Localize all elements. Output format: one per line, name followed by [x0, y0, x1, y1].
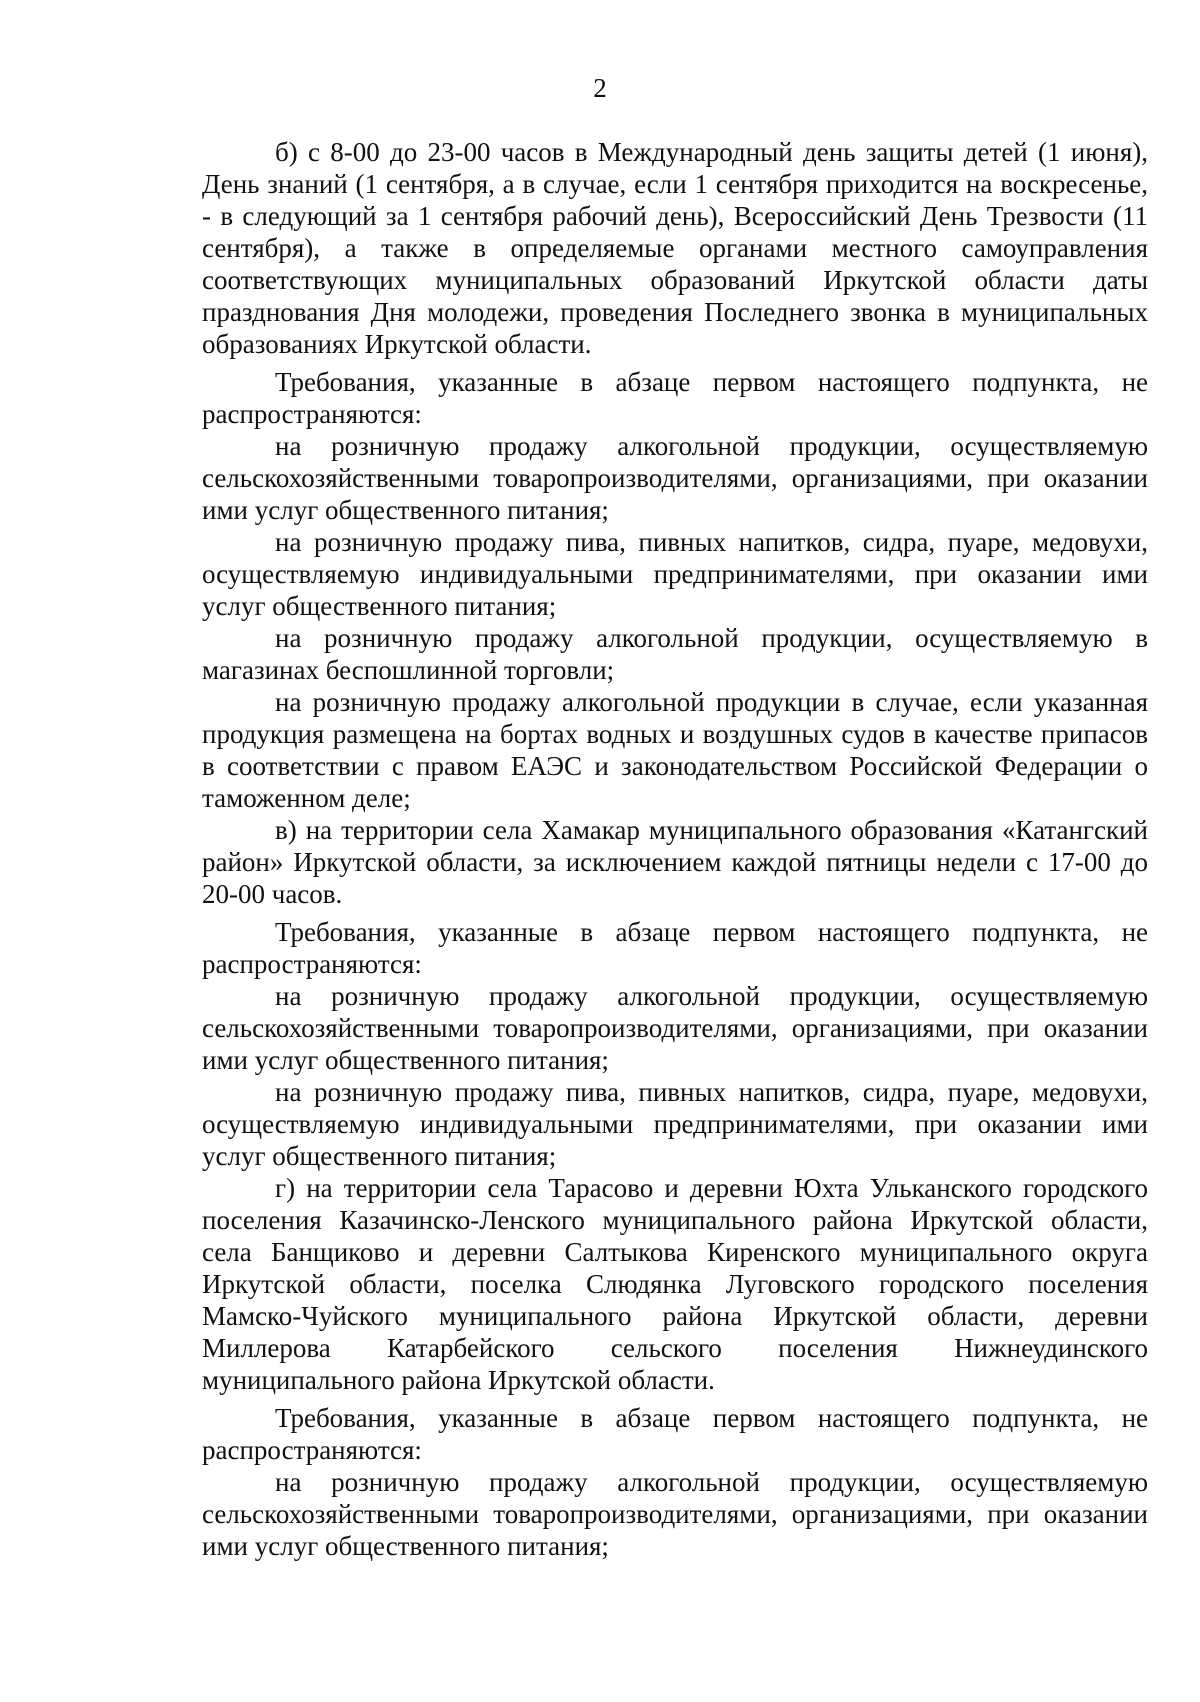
paragraph-exception-vessels: на розничную продажу алкогольной продукции в случае, если указанная продукция размещена на бортах водных и воздушных судов в качестве припасов в соответствии с правом ЕАЭС и законодательством Российской Федерации о таможенном деле;	[202, 687, 1148, 813]
document-body	[202, 136, 1148, 1562]
paragraph-exception-duty-free: на розничную продажу алкогольной продукции, осуществляемую в магазинах беспошлинной торговли;	[202, 623, 1148, 685]
paragraph-exception-beer: на розничную продажу пива, пивных напитков, сидра, пуаре, медовухи, осуществляемую индивидуальными предпринимателями, при оказании ими услуг общественного питания;	[202, 1077, 1148, 1171]
paragraph-item-b: б) с 8-00 до 23-00 часов в Международный день защиты детей (1 июня), День знаний (1 сентября, а в случае, если 1 сентября приходится на воскресенье, - в следующий за 1 сентября рабочий день), Всероссийский День Трезвости (11 сентября), а также в определяемые органами местного самоуправления соответствующих муниципальных образований Иркутской области даты празднования Дня молодежи, проведения Последнего звонка в муниципальных образованиях Иркутской области.	[202, 137, 1148, 359]
paragraph-item-v: в) на территории села Хамакар муниципального образования «Катангский район» Иркутской области, за исключением каждой пятницы недели с 17-00 до 20-00 часов.	[202, 815, 1148, 909]
paragraph-requirements-exception: Требования, указанные в абзаце первом настоящего подпункта, не распространяются:	[202, 917, 1148, 979]
page-number: 2	[593, 73, 607, 103]
paragraph-exception-agricultural: на розничную продажу алкогольной продукции, осуществляемую сельскохозяйственными товаропроизводителями, организациями, при оказании ими услуг общественного питания;	[202, 981, 1148, 1075]
paragraph-requirements-exception: Требования, указанные в абзаце первом настоящего подпункта, не распространяются:	[202, 367, 1148, 429]
paragraph-requirements-exception: Требования, указанные в абзаце первом настоящего подпункта, не распространяются:	[202, 1403, 1148, 1465]
paragraph-exception-beer: на розничную продажу пива, пивных напитков, сидра, пуаре, медовухи, осуществляемую индивидуальными предпринимателями, при оказании ими услуг общественного питания;	[202, 527, 1148, 621]
paragraph-exception-agricultural: на розничную продажу алкогольной продукции, осуществляемую сельскохозяйственными товаропроизводителями, организациями, при оказании ими услуг общественного питания;	[202, 431, 1148, 525]
paragraph-exception-agricultural: на розничную продажу алкогольной продукции, осуществляемую сельскохозяйственными товаропроизводителями, организациями, при оказании ими услуг общественного питания;	[202, 1467, 1148, 1561]
paragraph-item-g: г) на территории села Тарасово и деревни Юхта Ульканского городского поселения Казачинско-Ленского муниципального района Иркутской области, села Банщиково и деревни Салтыкова Киренского муниципального округа Иркутской области, поселка Слюдянка Луговского городского поселения Мамско-Чуйского муниципального района Иркутской области, деревни Миллерова Катарбейского сельского поселения Нижнеудинского муниципального района Иркутской области.	[202, 1173, 1148, 1395]
